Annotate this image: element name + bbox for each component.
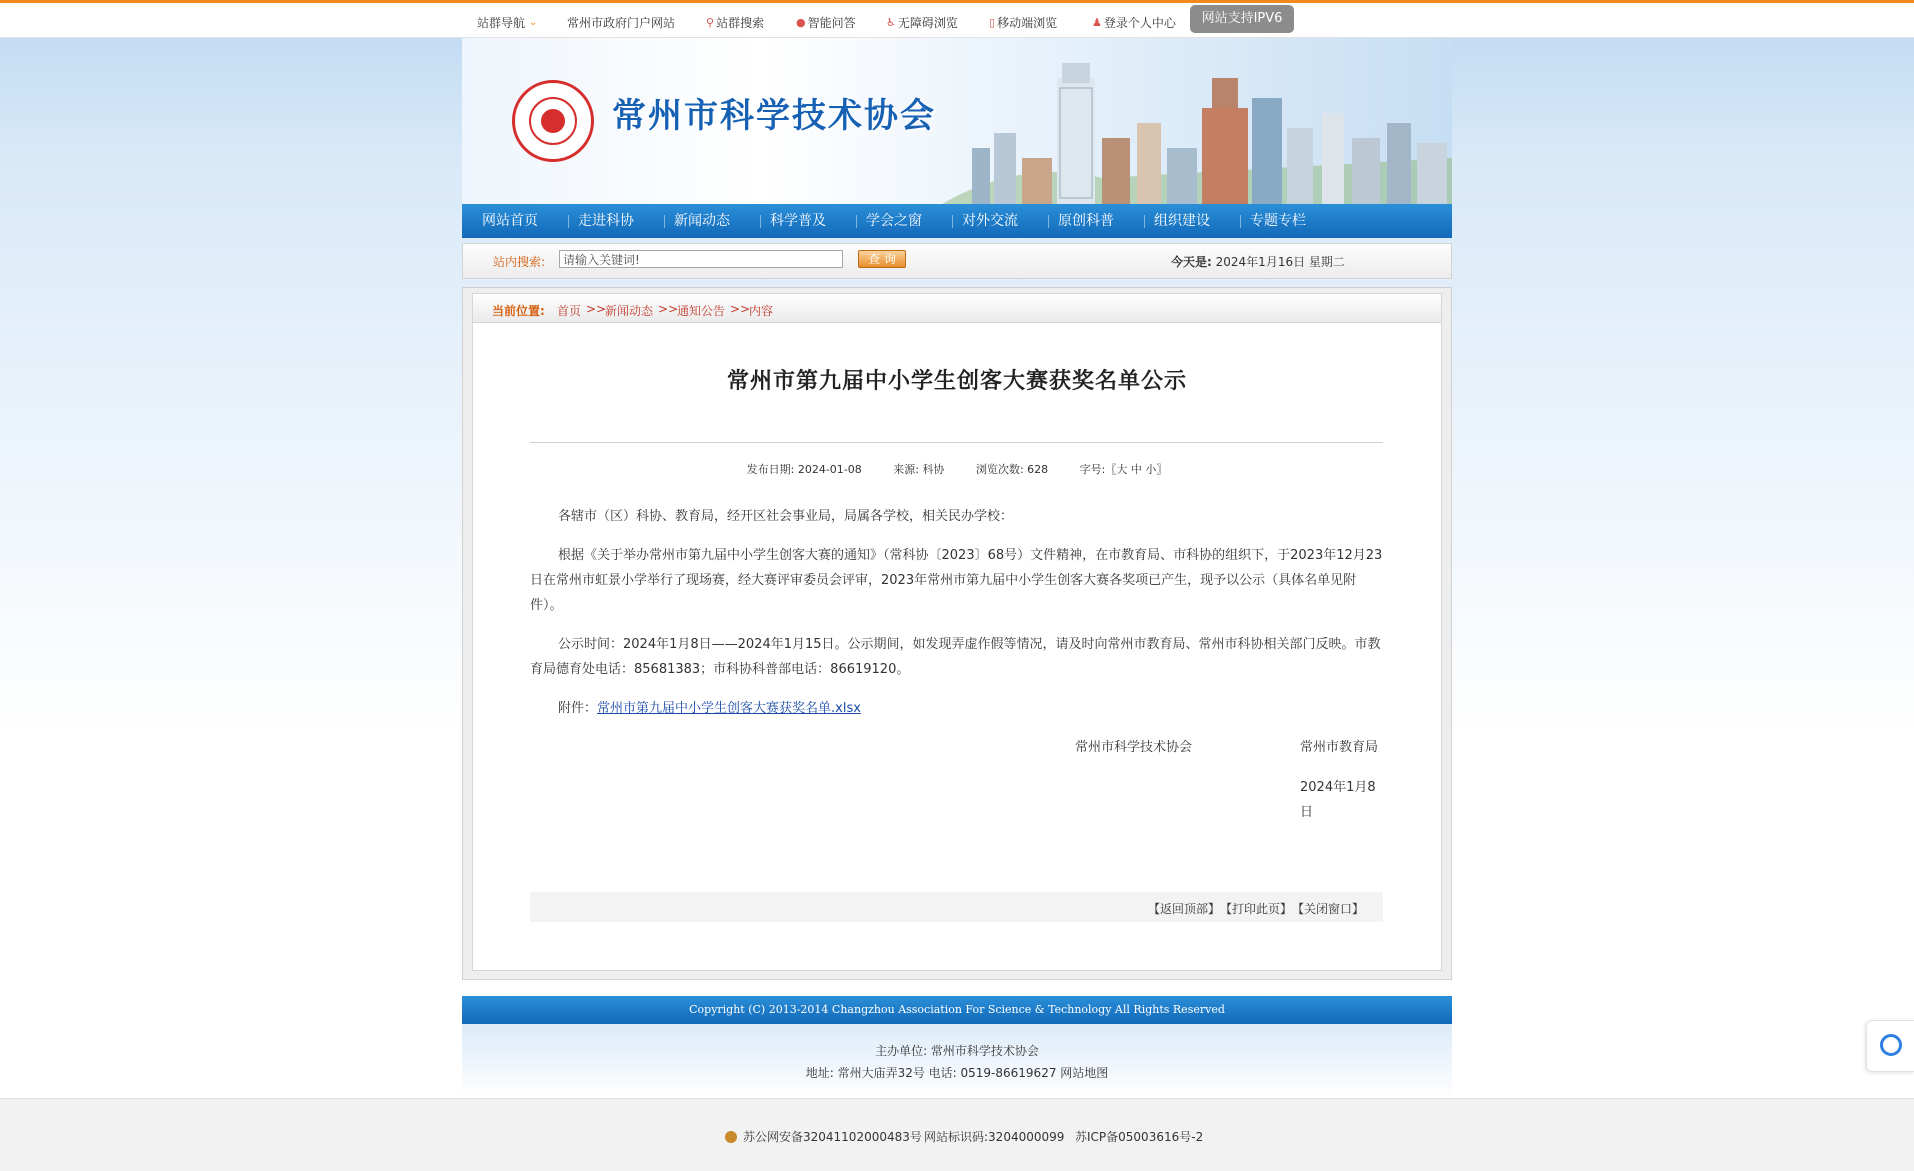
mobile-link[interactable]	[989, 14, 1057, 31]
assistant-icon	[1880, 1034, 1902, 1056]
footer-host: 主办单位: 常州市科学技术协会	[875, 1044, 1039, 1058]
article-title: 常州市第九届中小学生创客大赛获奖名单公示	[726, 368, 1187, 394]
nav-societies[interactable]: 学会之窗	[866, 213, 922, 229]
search-icon: ⚲	[706, 16, 715, 29]
signature-date: 2024年1月8日	[1300, 780, 1376, 820]
search-input[interactable]: 请输入关键词!	[559, 250, 843, 268]
signature-cast: 常州市科学技术协会	[1075, 740, 1193, 755]
breadcrumb-current: 内容	[749, 304, 774, 318]
nav-topics[interactable]: 专题专栏	[1250, 213, 1306, 229]
nav-organization[interactable]: 组织建设	[1154, 213, 1210, 229]
icp-record-link[interactable]: 苏ICP备05003616号-2	[1075, 1130, 1204, 1144]
bottom-bar	[0, 1098, 1914, 1171]
site-group-nav-label: 站群导航	[477, 16, 526, 30]
gov-portal-link[interactable]: 常州市政府门户网站	[567, 16, 676, 30]
robot-icon: ●	[796, 16, 806, 29]
police-record-link[interactable]	[725, 1128, 922, 1145]
title-divider	[530, 442, 1383, 443]
signature-row	[530, 735, 1383, 775]
logo-ring	[529, 97, 577, 145]
meta-views: 浏览次数: 628	[975, 463, 1049, 476]
breadcrumb-sep: >>	[658, 302, 679, 316]
accessible-link[interactable]	[886, 14, 958, 31]
signature-education: 常州市教育局	[1300, 740, 1379, 755]
mobile-icon: ▯	[989, 16, 996, 29]
breadcrumb-label: 当前位置:	[492, 304, 545, 318]
ipv6-badge: 网站支持IPV6	[1190, 5, 1294, 33]
site-name: 常州市科学技术协会	[612, 96, 936, 136]
attachment-label: 附件：	[558, 701, 598, 716]
meta-font-size[interactable]: 字号:〖大 中 小〗	[1079, 463, 1168, 476]
group-search-link[interactable]	[706, 14, 764, 31]
search-button[interactable]: 查 询	[858, 250, 906, 268]
search-label: 站内搜索:	[493, 255, 546, 269]
signature-date-row	[530, 775, 1383, 820]
footer-info	[462, 1024, 1452, 1098]
attachment-link[interactable]: 常州市第九届中小学生创客大赛获奖名单.xlsx	[597, 701, 861, 716]
nav-exchange[interactable]: 对外交流	[962, 213, 1018, 229]
nav-news[interactable]: 新闻动态	[674, 213, 730, 229]
footer-address: 地址: 常州大庙弄32号 电话: 0519-86619627 网站地图	[805, 1066, 1109, 1080]
breadcrumb-home[interactable]: 首页	[557, 304, 582, 318]
breadcrumb-sep: >>	[730, 302, 751, 316]
chevron-down-icon: ⌄	[529, 17, 538, 28]
today-label: 今天是:	[1171, 255, 1212, 269]
header-banner	[462, 38, 1452, 204]
close-window-link[interactable]: 【关闭窗口】	[1292, 902, 1365, 916]
login-link[interactable]	[1092, 14, 1176, 31]
article-paragraph: 各辖市（区）科协、教育局，经开区社会事业局，局属各学校，相关民办学校：	[558, 509, 1014, 524]
article-toolbar	[530, 892, 1383, 922]
attachment-line	[530, 696, 1383, 721]
article-paragraph: 根据《关于举办常州市第九届中小学生创客大赛的通知》（常科协〔2023〕68号）文件精神，在市教育局、市科协的组织下，于2023年12月23日在常州市虹景小学举行了现场赛，经大赛评审委员会评审，2023年常州市第九届中小学生创客大赛各奖项已产生，现予以公示（具体名单见附件）。	[530, 548, 1383, 613]
city-skyline-image	[942, 38, 1452, 204]
accessible-label: 无障碍浏览	[897, 16, 958, 30]
main-wrapper	[462, 38, 1452, 980]
copyright-bar: Copyright (C) 2013-2014 Changzhou Association For Science & Technology All Rights Reserved	[462, 996, 1452, 1024]
police-badge-icon	[725, 1131, 737, 1143]
breadcrumb	[473, 294, 1441, 323]
article-meta	[473, 461, 1441, 477]
nav-home[interactable]: 网站首页	[482, 213, 538, 229]
article-body	[530, 504, 1383, 820]
site-group-nav[interactable]	[477, 14, 537, 31]
accessibility-icon: ♿	[886, 16, 896, 29]
group-search-label: 站群搜索	[716, 16, 765, 30]
login-label: 登录个人中心	[1103, 16, 1176, 30]
nav-science[interactable]: 科学普及	[770, 213, 826, 229]
meta-source: 来源: 科协	[893, 463, 945, 476]
site-logo[interactable]	[512, 80, 594, 162]
nav-about[interactable]: 走进科协	[578, 213, 634, 229]
globe-icon	[541, 109, 565, 133]
article-container	[472, 293, 1442, 971]
article-paragraph: 公示时间：2024年1月8日——2024年1月15日。公示期间，如发现弄虚作假等情况，请及时向常州市教育局、常州市科协相关部门反映。市教育局德育处电话：85681383；市科协科普部电话：86619120。	[530, 637, 1381, 677]
breadcrumb-sep: >>	[586, 302, 607, 316]
smart-qa-link[interactable]	[796, 14, 856, 31]
user-icon: ♟	[1092, 16, 1102, 29]
top-bar	[0, 0, 1914, 38]
floating-assistant-button[interactable]	[1866, 1020, 1914, 1072]
nav-original[interactable]: 原创科普	[1058, 213, 1114, 229]
today-date	[1171, 253, 1345, 270]
main-nav	[462, 204, 1452, 238]
content-panel	[462, 287, 1452, 980]
police-record-label: 苏公网安备32041102000483号	[743, 1130, 922, 1144]
meta-date: 发布日期: 2024-01-08	[746, 463, 862, 476]
search-bar	[462, 243, 1452, 279]
mobile-label: 移动端浏览	[997, 16, 1058, 30]
print-link[interactable]: 【打印此页】	[1220, 902, 1293, 916]
today-value: 2024年1月16日 星期二	[1215, 255, 1345, 269]
site-id: 网站标识码:3204000099	[924, 1130, 1065, 1144]
back-to-top-link[interactable]: 【返回顶部】	[1148, 902, 1221, 916]
breadcrumb-news[interactable]: 新闻动态	[605, 304, 654, 318]
smart-qa-label: 智能问答	[807, 16, 856, 30]
breadcrumb-notices[interactable]: 通知公告	[677, 304, 726, 318]
